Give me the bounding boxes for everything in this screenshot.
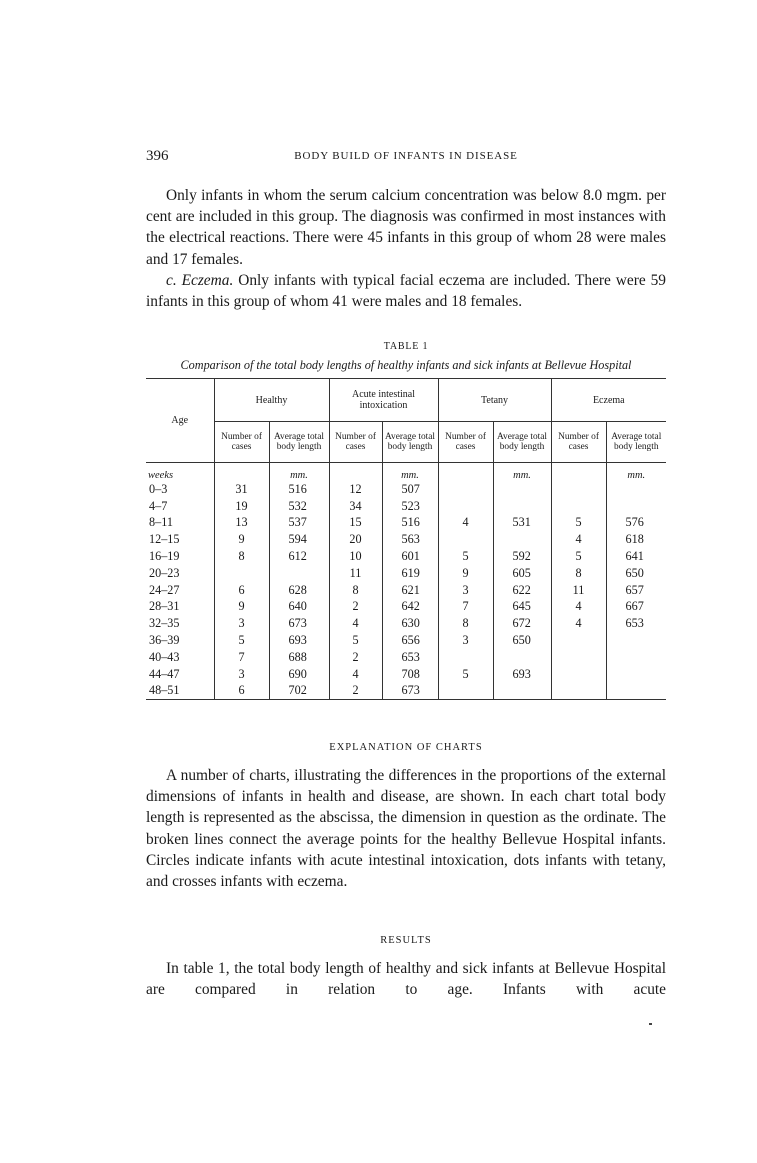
results-paragraph: In table 1, the total body length of healthy and sick infants at Bellevue Hospital are compared in relation to age. Infants with acute bbox=[146, 960, 666, 999]
group-header-tetany: Tetany bbox=[438, 379, 551, 422]
group-header-healthy: Healthy bbox=[214, 379, 329, 422]
length-cell: 531 bbox=[493, 515, 551, 532]
table-row bbox=[146, 481, 666, 498]
eczema-text: Only infants with typical facial eczema are included. There were 59 infants in this group of whom 41 were males and 18 females. bbox=[146, 272, 666, 311]
count-cell: 4 bbox=[329, 666, 382, 683]
subheader-number: Number of cases bbox=[329, 422, 382, 463]
page-number: 396 bbox=[146, 148, 169, 164]
unit-cell: mm. bbox=[606, 463, 666, 482]
count-cell bbox=[438, 498, 493, 515]
length-cell bbox=[606, 481, 666, 498]
table-container bbox=[146, 378, 666, 700]
age-cell: 8–11 bbox=[149, 515, 173, 530]
length-cell: 645 bbox=[493, 599, 551, 616]
length-cell bbox=[493, 683, 551, 700]
table-label: TABLE 1 bbox=[383, 341, 429, 352]
count-cell: 4 bbox=[438, 515, 493, 532]
running-head bbox=[146, 148, 666, 166]
length-cell: 618 bbox=[606, 531, 666, 548]
count-cell: 5 bbox=[438, 548, 493, 565]
count-cell: 5 bbox=[551, 515, 606, 532]
length-cell: 622 bbox=[493, 582, 551, 599]
count-cell bbox=[438, 649, 493, 666]
count-cell: 19 bbox=[214, 498, 269, 515]
count-cell: 2 bbox=[329, 599, 382, 616]
length-cell bbox=[606, 666, 666, 683]
length-cell: 612 bbox=[269, 548, 329, 565]
length-cell: 630 bbox=[382, 615, 438, 632]
length-cell: 594 bbox=[269, 531, 329, 548]
table-row bbox=[146, 498, 666, 515]
length-cell bbox=[493, 649, 551, 666]
count-cell: 5 bbox=[551, 548, 606, 565]
subheader-number: Number of cases bbox=[214, 422, 269, 463]
length-cell: 605 bbox=[493, 565, 551, 582]
length-cell bbox=[269, 565, 329, 582]
count-cell: 5 bbox=[329, 632, 382, 649]
unit-cell bbox=[438, 463, 493, 482]
age-cell: 44–47 bbox=[149, 666, 180, 681]
unit-cell: mm. bbox=[269, 463, 329, 482]
length-cell: 693 bbox=[493, 666, 551, 683]
count-cell: 10 bbox=[329, 548, 382, 565]
length-cell bbox=[606, 632, 666, 649]
count-cell bbox=[551, 683, 606, 700]
table-row bbox=[146, 649, 666, 666]
count-cell: 6 bbox=[214, 582, 269, 599]
count-cell: 15 bbox=[329, 515, 382, 532]
length-cell: 642 bbox=[382, 599, 438, 616]
length-cell bbox=[493, 531, 551, 548]
table-row bbox=[146, 615, 666, 632]
table-row bbox=[146, 531, 666, 548]
length-cell: 653 bbox=[606, 615, 666, 632]
length-cell bbox=[493, 498, 551, 515]
count-cell bbox=[438, 531, 493, 548]
length-cell: 532 bbox=[269, 498, 329, 515]
length-cell: 640 bbox=[269, 599, 329, 616]
length-cell: 601 bbox=[382, 548, 438, 565]
unit-cell bbox=[551, 463, 606, 482]
count-cell: 12 bbox=[329, 481, 382, 498]
group-header-eczema: Eczema bbox=[551, 379, 666, 422]
explanation-heading: EXPLANATION OF CHARTS bbox=[329, 742, 483, 753]
count-cell: 3 bbox=[214, 615, 269, 632]
age-cell: 28–31 bbox=[149, 599, 180, 614]
unit-cell: mm. bbox=[493, 463, 551, 482]
length-cell: 672 bbox=[493, 615, 551, 632]
age-cell: 36–39 bbox=[149, 633, 180, 648]
stray-mark bbox=[649, 1023, 652, 1025]
length-cell: 576 bbox=[606, 515, 666, 532]
length-cell: 656 bbox=[382, 632, 438, 649]
subheader-average: Average total body length bbox=[382, 422, 438, 463]
length-cell: 673 bbox=[382, 683, 438, 700]
table-row bbox=[146, 683, 666, 700]
count-cell: 11 bbox=[329, 565, 382, 582]
count-cell: 2 bbox=[329, 649, 382, 666]
length-cell bbox=[606, 498, 666, 515]
age-cell: 12–15 bbox=[149, 532, 180, 547]
subheader-average: Average total body length bbox=[269, 422, 329, 463]
length-cell: 516 bbox=[382, 515, 438, 532]
length-cell: 563 bbox=[382, 531, 438, 548]
age-cell: 0–3 bbox=[149, 481, 168, 496]
count-cell: 20 bbox=[329, 531, 382, 548]
group-header-intoxication: Acute intestinal intoxication bbox=[329, 379, 438, 422]
count-cell: 8 bbox=[214, 548, 269, 565]
subheader-number: Number of cases bbox=[551, 422, 606, 463]
age-cell: 16–19 bbox=[149, 549, 180, 564]
length-cell: 708 bbox=[382, 666, 438, 683]
subheader-average: Average total body length bbox=[493, 422, 551, 463]
data-table bbox=[146, 378, 666, 700]
count-cell: 9 bbox=[214, 599, 269, 616]
subheader-average: Average total body length bbox=[606, 422, 666, 463]
count-cell: 9 bbox=[214, 531, 269, 548]
count-cell: 4 bbox=[551, 599, 606, 616]
table-row bbox=[146, 666, 666, 683]
age-cell: 4–7 bbox=[149, 498, 168, 513]
count-cell: 5 bbox=[214, 632, 269, 649]
table-row bbox=[146, 515, 666, 532]
count-cell: 5 bbox=[438, 666, 493, 683]
unit-cell: mm. bbox=[382, 463, 438, 482]
count-cell: 9 bbox=[438, 565, 493, 582]
count-cell: 6 bbox=[214, 683, 269, 700]
length-cell: 693 bbox=[269, 632, 329, 649]
age-cell: 24–27 bbox=[149, 582, 180, 597]
length-cell: 667 bbox=[606, 599, 666, 616]
length-cell: 592 bbox=[493, 548, 551, 565]
count-cell: 7 bbox=[438, 599, 493, 616]
age-header: Age bbox=[146, 379, 214, 463]
unit-cell: weeks bbox=[146, 463, 214, 482]
running-title: BODY BUILD OF INFANTS IN DISEASE bbox=[294, 150, 518, 162]
count-cell bbox=[551, 498, 606, 515]
length-cell: 650 bbox=[606, 565, 666, 582]
count-cell: 3 bbox=[438, 582, 493, 599]
table-row bbox=[146, 548, 666, 565]
length-cell: 702 bbox=[269, 683, 329, 700]
count-cell: 3 bbox=[214, 666, 269, 683]
count-cell: 8 bbox=[329, 582, 382, 599]
length-cell: 673 bbox=[269, 615, 329, 632]
length-cell: 621 bbox=[382, 582, 438, 599]
count-cell bbox=[438, 481, 493, 498]
length-cell bbox=[606, 683, 666, 700]
subheader-number: Number of cases bbox=[438, 422, 493, 463]
table-row bbox=[146, 599, 666, 616]
table-row bbox=[146, 632, 666, 649]
table-row bbox=[146, 582, 666, 599]
count-cell: 11 bbox=[551, 582, 606, 599]
length-cell: 657 bbox=[606, 582, 666, 599]
count-cell: 4 bbox=[551, 531, 606, 548]
table-caption: Comparison of the total body lengths of healthy infants and sick infants at Bellevue Hospital bbox=[180, 358, 632, 372]
intro-paragraph: Only infants in whom the serum calcium concentration was below 8.0 mgm. per cent are included in this group. The diagnosis was confirmed in most instances with the electrical reactions. There were 45 infants in this group of whom 28 were males and 17 females. bbox=[146, 187, 666, 268]
age-cell: 32–35 bbox=[149, 616, 180, 631]
age-cell: 20–23 bbox=[149, 565, 180, 580]
count-cell: 8 bbox=[438, 615, 493, 632]
unit-cell bbox=[214, 463, 269, 482]
length-cell: 516 bbox=[269, 481, 329, 498]
count-cell bbox=[551, 649, 606, 666]
length-cell: 523 bbox=[382, 498, 438, 515]
length-cell: 650 bbox=[493, 632, 551, 649]
count-cell: 4 bbox=[329, 615, 382, 632]
age-cell: 48–51 bbox=[146, 683, 214, 700]
eczema-label: c. Eczema. bbox=[166, 272, 234, 289]
table-row bbox=[146, 565, 666, 582]
count-cell: 2 bbox=[329, 683, 382, 700]
count-cell bbox=[438, 683, 493, 700]
length-cell: 619 bbox=[382, 565, 438, 582]
count-cell bbox=[551, 666, 606, 683]
count-cell: 31 bbox=[214, 481, 269, 498]
unit-cell bbox=[329, 463, 382, 482]
eczema-paragraph bbox=[146, 270, 666, 312]
length-cell: 690 bbox=[269, 666, 329, 683]
length-cell: 537 bbox=[269, 515, 329, 532]
count-cell bbox=[551, 632, 606, 649]
count-cell: 8 bbox=[551, 565, 606, 582]
length-cell bbox=[606, 649, 666, 666]
table-body bbox=[146, 463, 666, 700]
count-cell: 7 bbox=[214, 649, 269, 666]
length-cell: 628 bbox=[269, 582, 329, 599]
count-cell bbox=[214, 565, 269, 582]
length-cell: 653 bbox=[382, 649, 438, 666]
results-heading: RESULTS bbox=[380, 935, 432, 946]
length-cell bbox=[493, 481, 551, 498]
count-cell: 4 bbox=[551, 615, 606, 632]
length-cell: 641 bbox=[606, 548, 666, 565]
length-cell: 688 bbox=[269, 649, 329, 666]
count-cell bbox=[551, 481, 606, 498]
age-cell: 40–43 bbox=[149, 649, 180, 664]
count-cell: 3 bbox=[438, 632, 493, 649]
length-cell: 507 bbox=[382, 481, 438, 498]
count-cell: 13 bbox=[214, 515, 269, 532]
explanation-paragraph: A number of charts, illustrating the differences in the proportions of the external dimensions of infants in health and disease, are shown. In each chart total body length is represented as the abscissa, the dimension in question as the ordinate. The broken lines connect the average points for the healthy Bellevue Hospital infants. Circles indicate infants with acute intestinal intoxication, dots infants with tetany, and crosses infants with eczema. bbox=[146, 767, 666, 891]
count-cell: 34 bbox=[329, 498, 382, 515]
units-row bbox=[146, 463, 666, 482]
